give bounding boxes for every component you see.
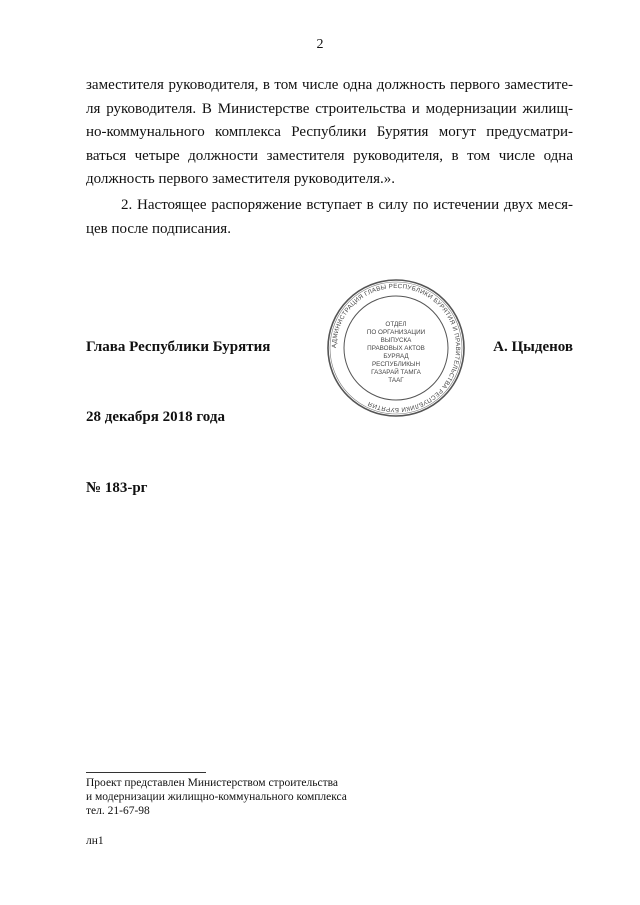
paragraph-line-text: 2. Настоящее распоряжение вступает в силу по истечении двух меся- — [121, 197, 573, 213]
footnote — [86, 776, 347, 818]
paragraph-2 — [86, 194, 573, 241]
document-date: 28 декабря 2018 года — [86, 409, 225, 425]
seal-inner-line: ВЫПУСКА — [380, 337, 412, 344]
signatory-name: А. Цыденов — [493, 339, 573, 355]
paragraph-line: должность первого заместителя руководителя.». — [86, 171, 396, 187]
paragraph-line: ваться четыре должности заместителя руководителя, в том числе одна — [86, 147, 573, 164]
paragraph-line-indented — [86, 194, 573, 218]
seal-inner-line: БУРЯАД — [383, 353, 409, 360]
executor-initials: лн1 — [86, 835, 104, 847]
paragraph-line: цев после подписания. — [86, 220, 231, 237]
official-seal — [326, 278, 466, 418]
footnote-line: Проект представлен Министерством строительства — [86, 777, 339, 789]
footnote-divider — [86, 772, 206, 773]
page-number: 2 — [316, 37, 324, 52]
seal-inner-line: ПО ОРГАНИЗАЦИИ — [366, 329, 426, 336]
seal-inner-line: ПРАВОВЫХ АКТОВ — [367, 345, 425, 352]
paragraph-1 — [86, 74, 573, 192]
footnote-line: и модернизации жилищно-коммунального комплекса — [86, 791, 347, 803]
footnote-line: тел. 21-67-98 — [86, 805, 150, 817]
signatory-title: Глава Республики Бурятия — [86, 339, 271, 355]
seal-inner-line: ТААГ — [388, 377, 404, 384]
seal-outer-text: АДМИНИСТРАЦИЯ ГЛАВЫ РЕСПУБЛИКИ БУРЯТИЯ И ПРАВИТЕЛЬСТВА РЕСПУБЛИКИ БУРЯТИЯ — [330, 282, 462, 414]
seal-inner-line: РЕСПУБЛИКЫН — [371, 361, 421, 368]
paragraph-line: заместителя руководителя, в том числе одна должность первого заместите- — [86, 77, 573, 93]
seal-inner-line: ОТДЕЛ — [385, 321, 407, 328]
document-number: № 183-рг — [86, 480, 148, 496]
paragraph-line: но-коммунального комплекса Республики Бурятия могут предусматри- — [86, 124, 573, 140]
seal-inner-line: ГАЗАРАЙ ТАМГА — [371, 369, 421, 376]
paragraph-line: ля руководителя. В Министерстве строительства и модернизации жилищ- — [86, 100, 573, 117]
